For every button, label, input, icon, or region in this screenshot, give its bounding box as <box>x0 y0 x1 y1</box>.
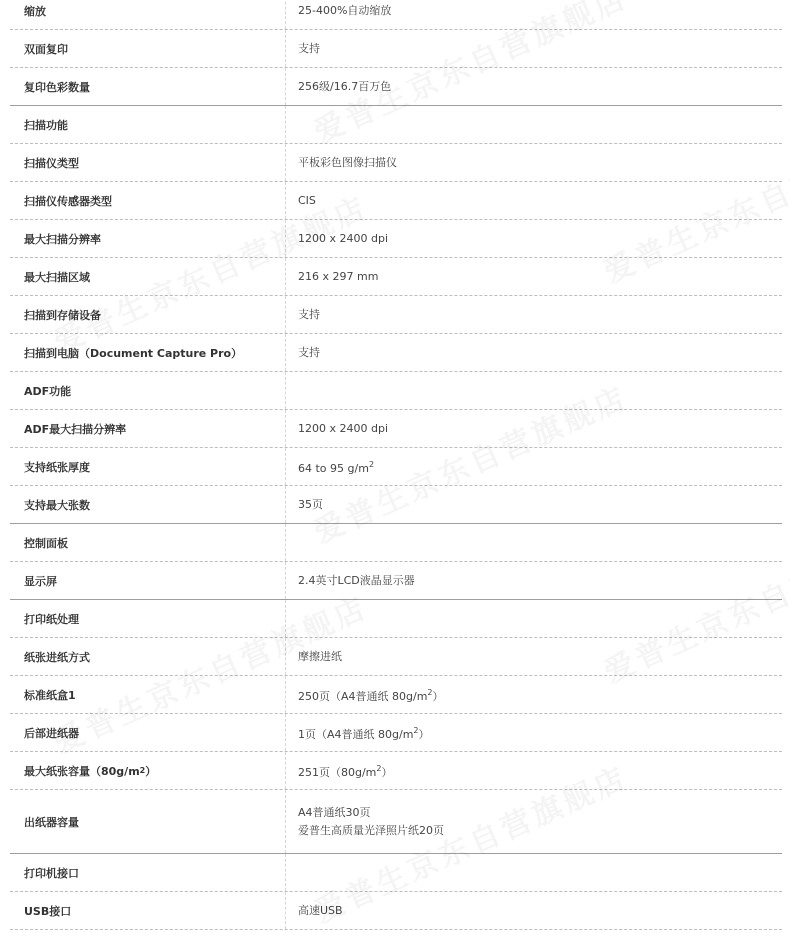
spec-row-scan-resolution <box>10 220 782 258</box>
spec-value <box>286 804 444 840</box>
spec-value: 250页（A4普通纸 $80g/m^2$） <box>298 687 444 703</box>
spec-row-feed-method <box>10 638 782 676</box>
spec-row-sensor-type <box>10 182 782 220</box>
spec-value: 251页$(80g/m^2)$ <box>298 763 393 779</box>
spec-label: 标准纸盒1 <box>10 676 286 713</box>
spec-section-printer-interface <box>10 854 782 892</box>
spec-row-zoom <box>10 0 782 30</box>
spec-value: 1200 x 2400 dpi <box>298 421 389 435</box>
spec-label: 缩放 <box>10 0 286 29</box>
spec-label: 最大纸张容量（80g/m 2 ） <box>10 752 286 789</box>
spec-value: 256级/16.7百万色 <box>298 79 392 93</box>
spec-label: 最大扫描区域 <box>10 258 286 295</box>
spec-value-line: 爱普生高质量光泽照片纸20页 <box>298 823 444 837</box>
spec-value: 64 to 95 $g/m^2$ <box>298 459 375 475</box>
spec-section-adf <box>10 372 782 410</box>
spec-label: 纸张进纸方式 <box>10 638 286 675</box>
spec-label: 支持最大张数 <box>10 486 286 523</box>
spec-row-scan-to-storage <box>10 296 782 334</box>
spec-row-max-paper-capacity <box>10 752 782 790</box>
spec-label: ADF最大扫描分辨率 <box>10 410 286 447</box>
spec-label: 后部进纸器 <box>10 714 286 751</box>
spec-table <box>10 0 782 930</box>
spec-value-line: A4普通纸30页 <box>298 805 371 819</box>
spec-label: 双面复印 <box>10 30 286 67</box>
section-heading: 打印纸处理 <box>10 600 286 637</box>
spec-row-adf-resolution <box>10 410 782 448</box>
spec-label: 扫描到电脑（Document Capture Pro） <box>10 334 286 371</box>
spec-label: 扫描仪传感器类型 <box>10 182 286 219</box>
spec-value: 216 x 297 mm <box>298 269 379 283</box>
spec-value: 摩擦进纸 <box>298 649 342 663</box>
spec-row-tray-1 <box>10 676 782 714</box>
spec-value: 高速USB <box>298 903 343 917</box>
spec-value: CIS <box>298 193 316 207</box>
spec-section-paper-handling <box>10 600 782 638</box>
spec-row-display <box>10 562 782 600</box>
section-heading: ADF功能 <box>10 372 286 409</box>
spec-row-scanner-type <box>10 144 782 182</box>
spec-value: 2.4英寸LCD液晶显示器 <box>298 573 415 587</box>
spec-row-copy-colors <box>10 68 782 106</box>
spec-value: 25-400%自动缩放 <box>298 3 392 17</box>
spec-value: 1200 x 2400 dpi <box>298 231 389 245</box>
spec-section-scan <box>10 106 782 144</box>
spec-label: 支持纸张厚度 <box>10 448 286 485</box>
spec-section-control-panel <box>10 524 782 562</box>
spec-row-output-capacity <box>10 790 782 854</box>
spec-label: USB接口 <box>10 892 286 929</box>
section-heading: 控制面板 <box>10 524 286 561</box>
spec-label: 最大扫描分辨率 <box>10 220 286 257</box>
spec-label: 出纸器容量 <box>10 790 286 853</box>
spec-row-rear-feeder <box>10 714 782 752</box>
spec-value: 支持 <box>298 41 320 55</box>
spec-row-scan-area <box>10 258 782 296</box>
spec-value: 支持 <box>298 307 320 321</box>
spec-row-scan-to-pc <box>10 334 782 372</box>
spec-label: 扫描仪类型 <box>10 144 286 181</box>
spec-label: 复印色彩数量 <box>10 68 286 105</box>
spec-row-max-sheets <box>10 486 782 524</box>
spec-value: 35页 <box>298 497 323 511</box>
spec-value: 平板彩色图像扫描仪 <box>298 155 397 169</box>
spec-label: 显示屏 <box>10 562 286 599</box>
spec-row-duplex-copy <box>10 30 782 68</box>
spec-row-usb <box>10 892 782 930</box>
spec-row-paper-thickness <box>10 448 782 486</box>
section-heading: 打印机接口 <box>10 854 286 891</box>
spec-value: 1页（A4普通纸 $80g/m^2$） <box>298 725 430 741</box>
section-heading: 扫描功能 <box>10 106 286 143</box>
spec-value: 支持 <box>298 345 320 359</box>
spec-label: 扫描到存储设备 <box>10 296 286 333</box>
